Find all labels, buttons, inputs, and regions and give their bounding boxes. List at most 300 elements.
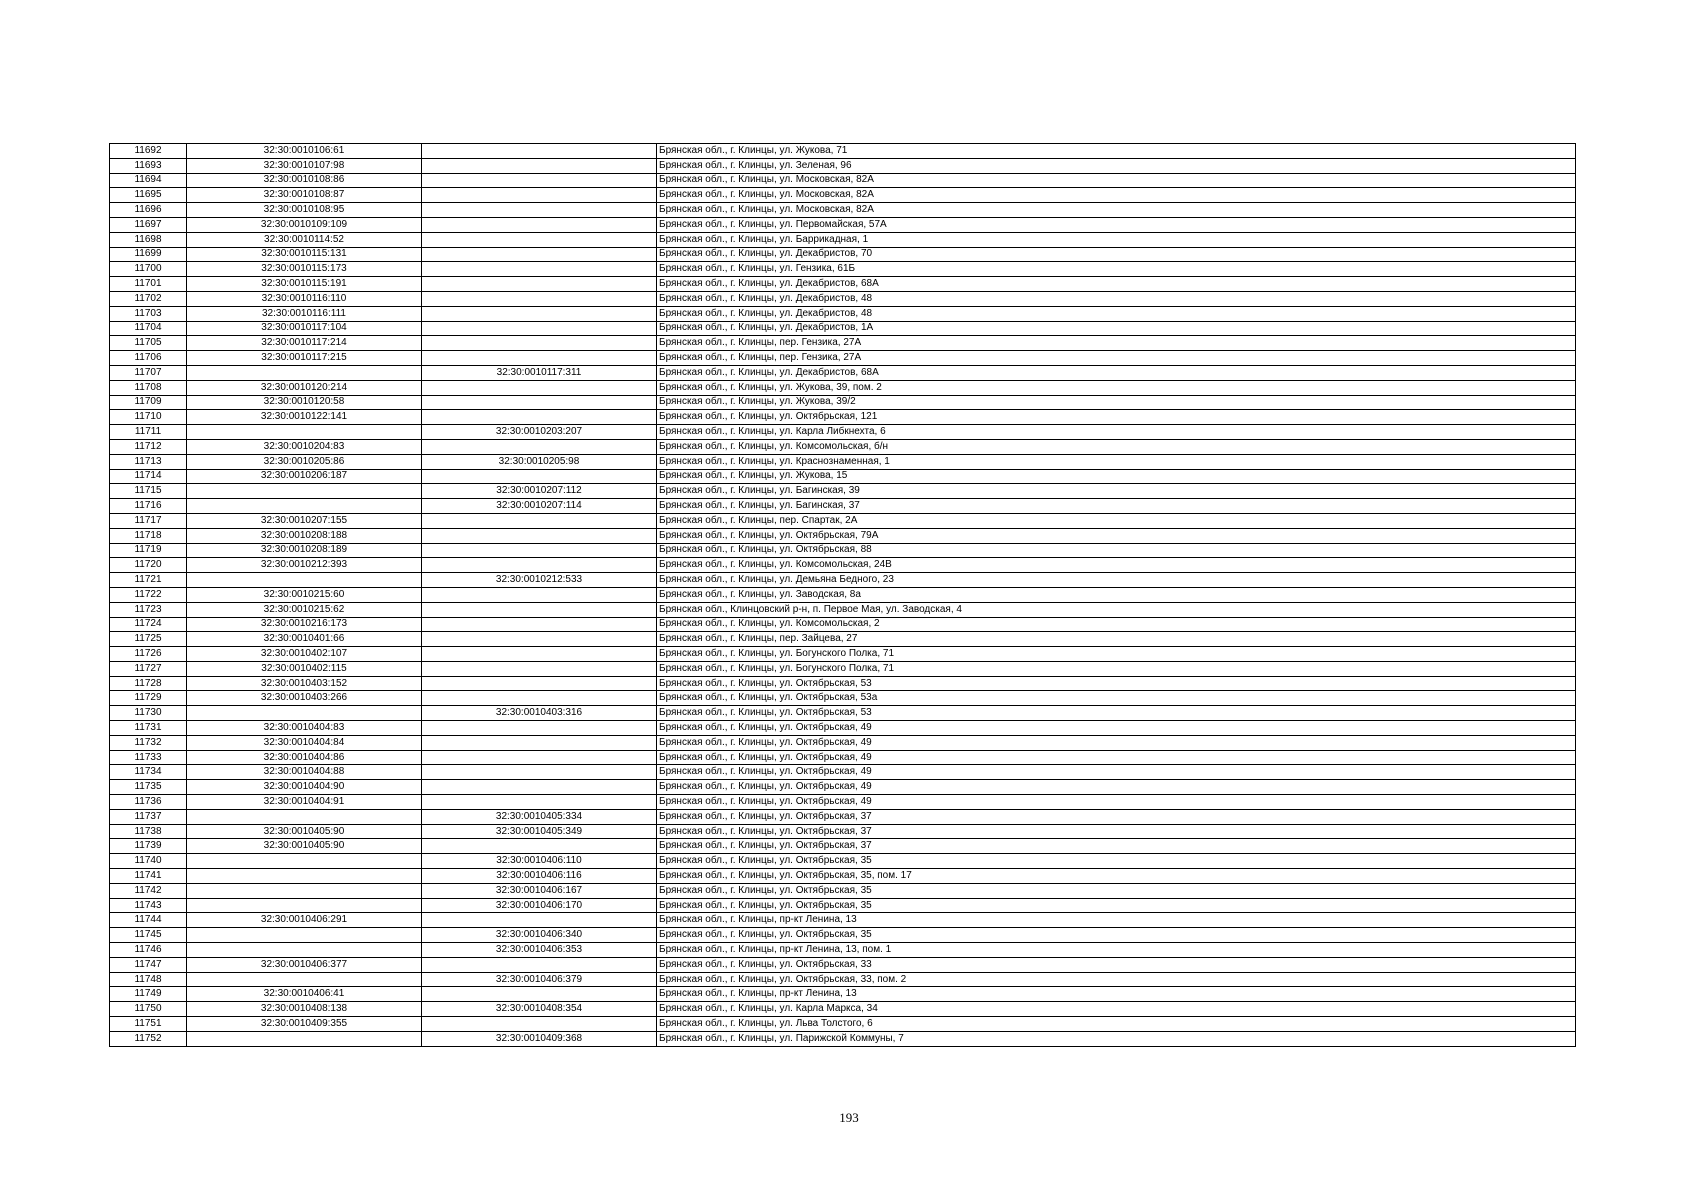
cadastral-number-cell: 32:30:0010409:355 — [187, 1017, 422, 1032]
address-cell: Брянская обл., г. Клинцы, ул. Октябрьская, 35 — [657, 883, 1576, 898]
row-number-cell: 11741 — [110, 869, 187, 884]
building-cadastral-number-cell — [422, 721, 657, 736]
row-number-cell: 11736 — [110, 795, 187, 810]
address-cell: Брянская обл., г. Клинцы, ул. Баррикадная, 1 — [657, 232, 1576, 247]
table-row — [110, 587, 1576, 602]
building-cadastral-number-cell — [422, 543, 657, 558]
row-number-cell: 11730 — [110, 706, 187, 721]
row-number-cell: 11743 — [110, 898, 187, 913]
row-number-cell: 11752 — [110, 1031, 187, 1046]
row-number-cell: 11751 — [110, 1017, 187, 1032]
building-cadastral-number-cell — [422, 203, 657, 218]
building-cadastral-number-cell — [422, 957, 657, 972]
building-cadastral-number-cell — [422, 661, 657, 676]
table-row — [110, 898, 1576, 913]
building-cadastral-number-cell: 32:30:0010408:354 — [422, 1002, 657, 1017]
cadastral-number-cell: 32:30:0010406:377 — [187, 957, 422, 972]
row-number-cell: 11740 — [110, 854, 187, 869]
address-cell: Брянская обл., г. Клинцы, ул. Парижской Коммуны, 7 — [657, 1031, 1576, 1046]
cadastral-number-cell — [187, 928, 422, 943]
table-row — [110, 203, 1576, 218]
building-cadastral-number-cell — [422, 735, 657, 750]
building-cadastral-number-cell: 32:30:0010406:340 — [422, 928, 657, 943]
row-number-cell: 11709 — [110, 395, 187, 410]
address-cell: Брянская обл., г. Клинцы, ул. Октябрьская, 53 — [657, 706, 1576, 721]
table-row — [110, 957, 1576, 972]
table-row — [110, 765, 1576, 780]
address-cell: Брянская обл., г. Клинцы, ул. Гензика, 61Б — [657, 262, 1576, 277]
table-row — [110, 262, 1576, 277]
building-cadastral-number-cell — [422, 351, 657, 366]
row-number-cell: 11696 — [110, 203, 187, 218]
cadastral-number-cell: 32:30:0010401:66 — [187, 632, 422, 647]
cadastral-number-cell: 32:30:0010116:111 — [187, 306, 422, 321]
table-row — [110, 351, 1576, 366]
address-cell: Брянская обл., г. Клинцы, ул. Декабристов, 48 — [657, 291, 1576, 306]
building-cadastral-number-cell — [422, 647, 657, 662]
building-cadastral-number-cell — [422, 439, 657, 454]
address-cell: Брянская обл., г. Клинцы, ул. Жукова, 15 — [657, 469, 1576, 484]
address-cell: Брянская обл., г. Клинцы, ул. Октябрьская, 49 — [657, 780, 1576, 795]
cadastral-number-cell: 32:30:0010405:90 — [187, 824, 422, 839]
cadastral-number-cell: 32:30:0010404:83 — [187, 721, 422, 736]
row-number-cell: 11737 — [110, 809, 187, 824]
cadastral-number-cell — [187, 484, 422, 499]
table-row — [110, 188, 1576, 203]
page-number: 193 — [839, 1110, 859, 1125]
table-row — [110, 365, 1576, 380]
table-row — [110, 173, 1576, 188]
address-cell: Брянская обл., г. Клинцы, пер. Гензика, 27А — [657, 336, 1576, 351]
table-row — [110, 809, 1576, 824]
cadastral-number-cell: 32:30:0010208:189 — [187, 543, 422, 558]
row-number-cell: 11699 — [110, 247, 187, 262]
cadastral-number-cell: 32:30:0010206:187 — [187, 469, 422, 484]
table-row — [110, 706, 1576, 721]
address-cell: Брянская обл., г. Клинцы, ул. Багинская, 39 — [657, 484, 1576, 499]
address-cell: Брянская обл., г. Клинцы, ул. Октябрьская, 35 — [657, 928, 1576, 943]
row-number-cell: 11724 — [110, 617, 187, 632]
building-cadastral-number-cell — [422, 987, 657, 1002]
building-cadastral-number-cell: 32:30:0010117:311 — [422, 365, 657, 380]
row-number-cell: 11720 — [110, 558, 187, 573]
table-row — [110, 158, 1576, 173]
address-cell: Брянская обл., г. Клинцы, ул. Заводская, 8а — [657, 587, 1576, 602]
cadastral-number-cell: 32:30:0010212:393 — [187, 558, 422, 573]
row-number-cell: 11704 — [110, 321, 187, 336]
table-row — [110, 824, 1576, 839]
address-cell: Брянская обл., г. Клинцы, ул. Багинская, 37 — [657, 499, 1576, 514]
row-number-cell: 11722 — [110, 587, 187, 602]
building-cadastral-number-cell — [422, 336, 657, 351]
row-number-cell: 11744 — [110, 913, 187, 928]
cadastral-number-cell: 32:30:0010216:173 — [187, 617, 422, 632]
row-number-cell: 11695 — [110, 188, 187, 203]
cadastral-number-cell: 32:30:0010207:155 — [187, 513, 422, 528]
cadastral-number-cell — [187, 706, 422, 721]
row-number-cell: 11721 — [110, 573, 187, 588]
row-number-cell: 11732 — [110, 735, 187, 750]
row-number-cell: 11693 — [110, 158, 187, 173]
building-cadastral-number-cell — [422, 691, 657, 706]
row-number-cell: 11734 — [110, 765, 187, 780]
address-cell: Брянская обл., г. Клинцы, ул. Октябрьская, 33 — [657, 957, 1576, 972]
table-row — [110, 676, 1576, 691]
table-row — [110, 217, 1576, 232]
row-number-cell: 11749 — [110, 987, 187, 1002]
address-cell: Брянская обл., г. Клинцы, пр-кт Ленина, 13 — [657, 987, 1576, 1002]
cadastral-number-cell: 32:30:0010120:214 — [187, 380, 422, 395]
cadastral-number-cell — [187, 883, 422, 898]
table-row — [110, 928, 1576, 943]
building-cadastral-number-cell: 32:30:0010406:116 — [422, 869, 657, 884]
building-cadastral-number-cell: 32:30:0010405:349 — [422, 824, 657, 839]
building-cadastral-number-cell: 32:30:0010406:167 — [422, 883, 657, 898]
row-number-cell: 11739 — [110, 839, 187, 854]
table-row — [110, 647, 1576, 662]
address-cell: Брянская обл., г. Клинцы, ул. Декабристов, 1А — [657, 321, 1576, 336]
row-number-cell: 11726 — [110, 647, 187, 662]
cadastral-number-cell — [187, 425, 422, 440]
address-cell: Брянская обл., г. Клинцы, ул. Октябрьская, 121 — [657, 410, 1576, 425]
building-cadastral-number-cell — [422, 277, 657, 292]
address-cell: Брянская обл., г. Клинцы, ул. Октябрьская, 49 — [657, 750, 1576, 765]
table-row — [110, 247, 1576, 262]
building-cadastral-number-cell — [422, 144, 657, 159]
address-cell: Брянская обл., г. Клинцы, ул. Октябрьская, 37 — [657, 824, 1576, 839]
cadastral-number-cell: 32:30:0010404:90 — [187, 780, 422, 795]
table-row — [110, 691, 1576, 706]
cadastral-number-cell: 32:30:0010116:110 — [187, 291, 422, 306]
row-number-cell: 11707 — [110, 365, 187, 380]
table-row — [110, 1002, 1576, 1017]
cadastral-number-cell: 32:30:0010115:191 — [187, 277, 422, 292]
cadastral-number-cell: 32:30:0010406:41 — [187, 987, 422, 1002]
row-number-cell: 11728 — [110, 676, 187, 691]
registry-table-body — [110, 144, 1576, 1047]
address-cell: Брянская обл., г. Клинцы, ул. Комсомольская, б/н — [657, 439, 1576, 454]
table-row — [110, 987, 1576, 1002]
row-number-cell: 11712 — [110, 439, 187, 454]
building-cadastral-number-cell: 32:30:0010212:533 — [422, 573, 657, 588]
row-number-cell: 11716 — [110, 499, 187, 514]
address-cell: Брянская обл., г. Клинцы, ул. Октябрьская, 53 — [657, 676, 1576, 691]
address-cell: Брянская обл., г. Клинцы, ул. Декабристов, 68А — [657, 365, 1576, 380]
row-number-cell: 11738 — [110, 824, 187, 839]
address-cell: Брянская обл., г. Клинцы, ул. Октябрьская, 35, пом. 17 — [657, 869, 1576, 884]
building-cadastral-number-cell — [422, 795, 657, 810]
cadastral-number-cell: 32:30:0010215:60 — [187, 587, 422, 602]
table-row — [110, 232, 1576, 247]
table-row — [110, 632, 1576, 647]
building-cadastral-number-cell — [422, 291, 657, 306]
cadastral-number-cell: 32:30:0010122:141 — [187, 410, 422, 425]
row-number-cell: 11713 — [110, 454, 187, 469]
row-number-cell: 11705 — [110, 336, 187, 351]
cadastral-number-cell: 32:30:0010402:115 — [187, 661, 422, 676]
cadastral-number-cell — [187, 869, 422, 884]
address-cell: Брянская обл., г. Клинцы, ул. Октябрьская, 33, пом. 2 — [657, 972, 1576, 987]
building-cadastral-number-cell: 32:30:0010406:379 — [422, 972, 657, 987]
building-cadastral-number-cell — [422, 262, 657, 277]
cadastral-number-cell: 32:30:0010215:62 — [187, 602, 422, 617]
cadastral-number-cell — [187, 365, 422, 380]
cadastral-number-cell — [187, 573, 422, 588]
address-cell: Брянская обл., г. Клинцы, ул. Московская, 82А — [657, 203, 1576, 218]
address-cell: Брянская обл., г. Клинцы, ул. Московская, 82А — [657, 173, 1576, 188]
address-cell: Брянская обл., г. Клинцы, ул. Карла Либкнехта, 6 — [657, 425, 1576, 440]
table-row — [110, 913, 1576, 928]
address-cell: Брянская обл., г. Клинцы, ул. Первомайская, 57А — [657, 217, 1576, 232]
table-row — [110, 661, 1576, 676]
address-cell: Брянская обл., г. Клинцы, ул. Комсомольская, 2 — [657, 617, 1576, 632]
address-cell: Брянская обл., г. Клинцы, пер. Спартак, 2А — [657, 513, 1576, 528]
building-cadastral-number-cell — [422, 839, 657, 854]
table-row — [110, 780, 1576, 795]
row-number-cell: 11697 — [110, 217, 187, 232]
address-cell: Брянская обл., г. Клинцы, ул. Октябрьская, 49 — [657, 735, 1576, 750]
table-row — [110, 943, 1576, 958]
address-cell: Брянская обл., г. Клинцы, ул. Жукова, 71 — [657, 144, 1576, 159]
building-cadastral-number-cell: 32:30:0010205:98 — [422, 454, 657, 469]
row-number-cell: 11715 — [110, 484, 187, 499]
cadastral-number-cell: 32:30:0010403:152 — [187, 676, 422, 691]
table-row — [110, 395, 1576, 410]
table-row — [110, 883, 1576, 898]
table-row — [110, 410, 1576, 425]
address-cell: Брянская обл., г. Клинцы, ул. Октябрьская, 49 — [657, 721, 1576, 736]
row-number-cell: 11703 — [110, 306, 187, 321]
row-number-cell: 11735 — [110, 780, 187, 795]
building-cadastral-number-cell — [422, 617, 657, 632]
cadastral-number-cell: 32:30:0010109:109 — [187, 217, 422, 232]
address-cell: Брянская обл., г. Клинцы, ул. Демьяна Бедного, 23 — [657, 573, 1576, 588]
building-cadastral-number-cell — [422, 765, 657, 780]
row-number-cell: 11748 — [110, 972, 187, 987]
building-cadastral-number-cell — [422, 602, 657, 617]
cadastral-number-cell: 32:30:0010408:138 — [187, 1002, 422, 1017]
building-cadastral-number-cell — [422, 410, 657, 425]
building-cadastral-number-cell — [422, 1017, 657, 1032]
row-number-cell: 11747 — [110, 957, 187, 972]
building-cadastral-number-cell — [422, 558, 657, 573]
address-cell: Брянская обл., г. Клинцы, ул. Богунского Полка, 71 — [657, 661, 1576, 676]
address-cell: Брянская обл., г. Клинцы, пер. Зайцева, 27 — [657, 632, 1576, 647]
address-cell: Брянская обл., г. Клинцы, ул. Декабристов, 48 — [657, 306, 1576, 321]
table-row — [110, 972, 1576, 987]
table-row — [110, 336, 1576, 351]
cadastral-number-cell: 32:30:0010406:291 — [187, 913, 422, 928]
cadastral-number-cell: 32:30:0010404:91 — [187, 795, 422, 810]
table-row — [110, 573, 1576, 588]
cadastral-number-cell — [187, 854, 422, 869]
row-number-cell: 11729 — [110, 691, 187, 706]
address-cell: Брянская обл., г. Клинцы, пр-кт Ленина, 13, пом. 1 — [657, 943, 1576, 958]
building-cadastral-number-cell — [422, 232, 657, 247]
address-cell: Брянская обл., г. Клинцы, ул. Декабристов, 70 — [657, 247, 1576, 262]
table-row — [110, 484, 1576, 499]
row-number-cell: 11745 — [110, 928, 187, 943]
cadastral-number-cell: 32:30:0010208:188 — [187, 528, 422, 543]
cadastral-number-cell: 32:30:0010115:173 — [187, 262, 422, 277]
building-cadastral-number-cell — [422, 469, 657, 484]
cadastral-number-cell: 32:30:0010404:86 — [187, 750, 422, 765]
cadastral-number-cell: 32:30:0010117:104 — [187, 321, 422, 336]
row-number-cell: 11742 — [110, 883, 187, 898]
table-row — [110, 499, 1576, 514]
row-number-cell: 11692 — [110, 144, 187, 159]
address-cell: Брянская обл., г. Клинцы, пр-кт Ленина, 13 — [657, 913, 1576, 928]
table-row — [110, 1031, 1576, 1046]
table-row — [110, 321, 1576, 336]
building-cadastral-number-cell — [422, 913, 657, 928]
cadastral-number-cell: 32:30:0010114:52 — [187, 232, 422, 247]
table-row — [110, 750, 1576, 765]
building-cadastral-number-cell: 32:30:0010203:207 — [422, 425, 657, 440]
building-cadastral-number-cell: 32:30:0010406:170 — [422, 898, 657, 913]
building-cadastral-number-cell — [422, 306, 657, 321]
row-number-cell: 11701 — [110, 277, 187, 292]
cadastral-number-cell: 32:30:0010205:86 — [187, 454, 422, 469]
address-cell: Брянская обл., г. Клинцы, ул. Октябрьская, 53а — [657, 691, 1576, 706]
building-cadastral-number-cell: 32:30:0010207:114 — [422, 499, 657, 514]
building-cadastral-number-cell: 32:30:0010406:353 — [422, 943, 657, 958]
table-row — [110, 528, 1576, 543]
row-number-cell: 11706 — [110, 351, 187, 366]
table-row — [110, 513, 1576, 528]
table-row — [110, 469, 1576, 484]
address-cell: Брянская обл., г. Клинцы, ул. Октябрьская, 49 — [657, 765, 1576, 780]
table-row — [110, 558, 1576, 573]
address-cell: Брянская обл., Клинцовский р-н, п. Первое Мая, ул. Заводская, 4 — [657, 602, 1576, 617]
address-cell: Брянская обл., г. Клинцы, ул. Октябрьская, 79А — [657, 528, 1576, 543]
cadastral-number-cell: 32:30:0010404:84 — [187, 735, 422, 750]
row-number-cell: 11723 — [110, 602, 187, 617]
building-cadastral-number-cell — [422, 321, 657, 336]
cadastral-number-cell — [187, 1031, 422, 1046]
table-row — [110, 380, 1576, 395]
building-cadastral-number-cell — [422, 247, 657, 262]
address-cell: Брянская обл., г. Клинцы, ул. Московская, 82А — [657, 188, 1576, 203]
table-row — [110, 795, 1576, 810]
address-cell: Брянская обл., г. Клинцы, ул. Зеленая, 96 — [657, 158, 1576, 173]
cadastral-number-cell — [187, 972, 422, 987]
cadastral-number-cell: 32:30:0010107:98 — [187, 158, 422, 173]
table-row — [110, 291, 1576, 306]
table-row — [110, 439, 1576, 454]
row-number-cell: 11731 — [110, 721, 187, 736]
building-cadastral-number-cell — [422, 587, 657, 602]
address-cell: Брянская обл., г. Клинцы, ул. Декабристов, 68А — [657, 277, 1576, 292]
building-cadastral-number-cell — [422, 513, 657, 528]
cadastral-number-cell: 32:30:0010405:90 — [187, 839, 422, 854]
row-number-cell: 11702 — [110, 291, 187, 306]
building-cadastral-number-cell — [422, 632, 657, 647]
building-cadastral-number-cell: 32:30:0010406:110 — [422, 854, 657, 869]
address-cell: Брянская обл., г. Клинцы, ул. Октябрьская, 49 — [657, 795, 1576, 810]
cadastral-number-cell: 32:30:0010108:87 — [187, 188, 422, 203]
building-cadastral-number-cell — [422, 676, 657, 691]
table-row — [110, 617, 1576, 632]
address-cell: Брянская обл., г. Клинцы, пер. Гензика, 27А — [657, 351, 1576, 366]
row-number-cell: 11733 — [110, 750, 187, 765]
table-row — [110, 602, 1576, 617]
cadastral-number-cell — [187, 898, 422, 913]
row-number-cell: 11694 — [110, 173, 187, 188]
table-row — [110, 277, 1576, 292]
row-number-cell: 11698 — [110, 232, 187, 247]
table-row — [110, 869, 1576, 884]
cadastral-number-cell: 32:30:0010106:61 — [187, 144, 422, 159]
row-number-cell: 11725 — [110, 632, 187, 647]
row-number-cell: 11717 — [110, 513, 187, 528]
cadastral-number-cell — [187, 943, 422, 958]
cadastral-number-cell: 32:30:0010108:95 — [187, 203, 422, 218]
cadastral-number-cell: 32:30:0010120:58 — [187, 395, 422, 410]
row-number-cell: 11719 — [110, 543, 187, 558]
building-cadastral-number-cell — [422, 528, 657, 543]
cadastral-number-cell: 32:30:0010204:83 — [187, 439, 422, 454]
row-number-cell: 11711 — [110, 425, 187, 440]
building-cadastral-number-cell — [422, 217, 657, 232]
table-row — [110, 839, 1576, 854]
address-cell: Брянская обл., г. Клинцы, ул. Краснознаменная, 1 — [657, 454, 1576, 469]
address-cell: Брянская обл., г. Клинцы, ул. Октябрьская, 37 — [657, 839, 1576, 854]
cadastral-number-cell: 32:30:0010115:131 — [187, 247, 422, 262]
address-cell: Брянская обл., г. Клинцы, ул. Октябрьская, 37 — [657, 809, 1576, 824]
table-row — [110, 543, 1576, 558]
cadastral-number-cell: 32:30:0010117:214 — [187, 336, 422, 351]
table-row — [110, 454, 1576, 469]
building-cadastral-number-cell — [422, 750, 657, 765]
address-cell: Брянская обл., г. Клинцы, ул. Комсомольская, 24В — [657, 558, 1576, 573]
row-number-cell: 11710 — [110, 410, 187, 425]
table-row — [110, 854, 1576, 869]
row-number-cell: 11750 — [110, 1002, 187, 1017]
row-number-cell: 11727 — [110, 661, 187, 676]
address-cell: Брянская обл., г. Клинцы, ул. Богунского Полка, 71 — [657, 647, 1576, 662]
building-cadastral-number-cell — [422, 380, 657, 395]
table-row — [110, 735, 1576, 750]
row-number-cell: 11714 — [110, 469, 187, 484]
table-row — [110, 425, 1576, 440]
cadastral-number-cell — [187, 499, 422, 514]
building-cadastral-number-cell — [422, 188, 657, 203]
row-number-cell: 11718 — [110, 528, 187, 543]
address-cell: Брянская обл., г. Клинцы, ул. Октябрьская, 35 — [657, 898, 1576, 913]
building-cadastral-number-cell: 32:30:0010207:112 — [422, 484, 657, 499]
cadastral-number-cell: 32:30:0010117:215 — [187, 351, 422, 366]
row-number-cell: 11700 — [110, 262, 187, 277]
row-number-cell: 11746 — [110, 943, 187, 958]
building-cadastral-number-cell — [422, 395, 657, 410]
address-cell: Брянская обл., г. Клинцы, ул. Жукова, 39, пом. 2 — [657, 380, 1576, 395]
cadastral-number-cell: 32:30:0010108:86 — [187, 173, 422, 188]
table-row — [110, 1017, 1576, 1032]
address-cell: Брянская обл., г. Клинцы, ул. Октябрьская, 35 — [657, 854, 1576, 869]
table-row — [110, 306, 1576, 321]
building-cadastral-number-cell: 32:30:0010405:334 — [422, 809, 657, 824]
registry-table — [109, 143, 1576, 1047]
building-cadastral-number-cell — [422, 158, 657, 173]
building-cadastral-number-cell: 32:30:0010403:316 — [422, 706, 657, 721]
building-cadastral-number-cell — [422, 173, 657, 188]
cadastral-number-cell: 32:30:0010404:88 — [187, 765, 422, 780]
cadastral-number-cell: 32:30:0010403:266 — [187, 691, 422, 706]
address-cell: Брянская обл., г. Клинцы, ул. Жукова, 39/2 — [657, 395, 1576, 410]
table-row — [110, 721, 1576, 736]
cadastral-number-cell — [187, 809, 422, 824]
